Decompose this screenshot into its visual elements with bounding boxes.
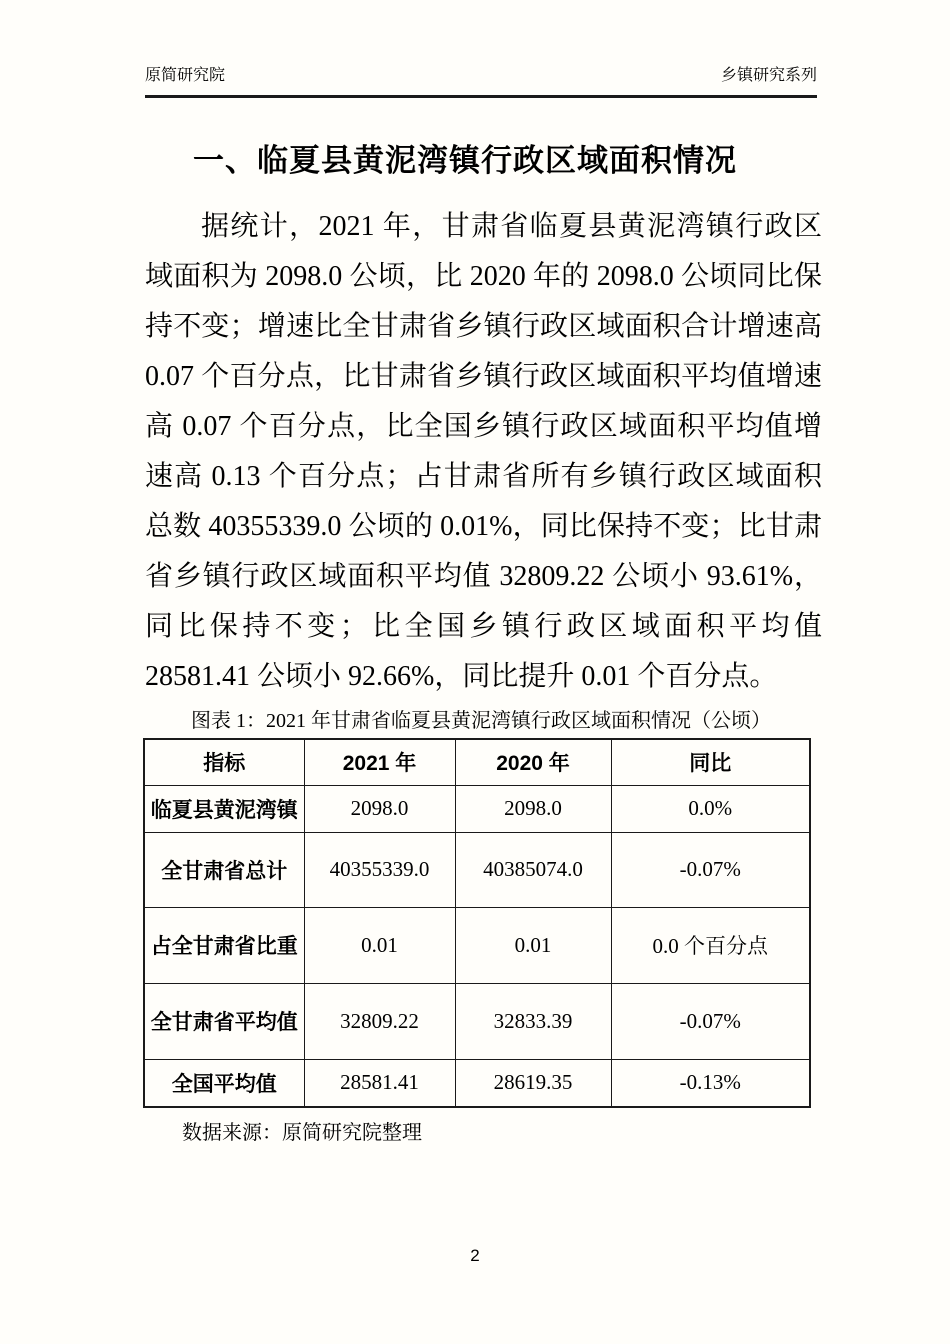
table-cell: 40355339.0 <box>304 832 455 907</box>
table-cell: 2098.0 <box>455 785 611 832</box>
column-header-indicator: 指标 <box>144 739 304 785</box>
table-header-row <box>144 739 810 785</box>
header-right-text: 乡镇研究系列 <box>720 67 817 84</box>
table-cell: 2098.0 <box>304 785 455 832</box>
table-cell: -0.07% <box>611 832 810 907</box>
body-paragraph: 据统计，2021 年，甘肃省临夏县黄泥湾镇行政区域面积为 2098.0 公顷，比 2020 年的 2098.0 公顷同比保持不变；增速比全甘肃省乡镇行政区域面积合计增速高 0.07 个百分点，比甘肃省乡镇行政区域面积平均值增速高 0.07 个百分点，比全国乡镇行政区域面积平均值增速高 0.13 个百分点；占甘肃省所有乡镇行政区域面积总数 40355339.0 公顷的 0.01%，同比保持不变；比甘肃省乡镇行政区域面积平均值 32809.22 公顷小 93.61%，同比保持不变；比全国乡镇行政区域面积平均值 28581.41 公顷小 92.66%，同比提升 0.01 个百分点。 <box>145 211 822 692</box>
table-cell: 28619.35 <box>455 1059 611 1107</box>
table-cell: 0.0% <box>611 785 810 832</box>
header-left-text: 原简研究院 <box>145 67 226 84</box>
row-label: 全甘肃省平均值 <box>144 983 304 1059</box>
table-cell: -0.07% <box>611 983 810 1059</box>
page-header <box>145 62 817 98</box>
row-label: 全国平均值 <box>144 1059 304 1107</box>
table-row <box>144 983 810 1059</box>
table-cell: 40385074.0 <box>455 832 611 907</box>
table-cell: 32833.39 <box>455 983 611 1059</box>
column-header-2021: 2021 年 <box>304 739 455 785</box>
column-header-2020: 2020 年 <box>455 739 611 785</box>
table-row <box>144 907 810 983</box>
column-header-yoy: 同比 <box>611 739 810 785</box>
table-cell: 0.01 <box>304 907 455 983</box>
section-title: 一、临夏县黄泥湾镇行政区域面积情况 <box>193 143 737 178</box>
table-row <box>144 832 810 907</box>
table-row <box>144 785 810 832</box>
table-cell: 32809.22 <box>304 983 455 1059</box>
page-number: 2 <box>470 1246 480 1265</box>
row-label: 占全甘肃省比重 <box>144 907 304 983</box>
data-source-note: 数据来源：原简研究院整理 <box>182 1122 422 1144</box>
data-table <box>143 738 811 1108</box>
table-cell: 28581.41 <box>304 1059 455 1107</box>
table-caption: 图表 1：2021 年甘肃省临夏县黄泥湾镇行政区域面积情况（公顷） <box>191 710 771 732</box>
table-cell: 0.01 <box>455 907 611 983</box>
table-cell: 0.0 个百分点 <box>611 907 810 983</box>
table-cell: -0.13% <box>611 1059 810 1107</box>
row-label: 临夏县黄泥湾镇 <box>144 785 304 832</box>
table-row <box>144 1059 810 1107</box>
row-label: 全甘肃省总计 <box>144 832 304 907</box>
